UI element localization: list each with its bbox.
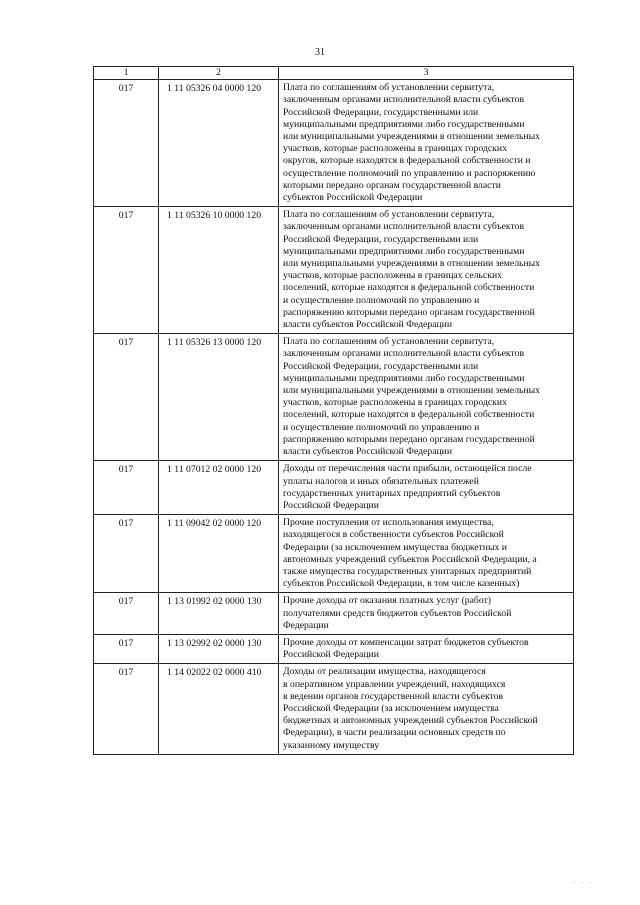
revenue-description-cell <box>279 515 574 593</box>
description-line: Доходы от перечисления части прибыли, остающейся после <box>283 463 532 475</box>
description-line: которыми передано органам государственной власти <box>283 179 501 191</box>
admin-code-cell: 017 <box>94 461 159 515</box>
table-header-row <box>94 67 574 80</box>
revenue-description-cell <box>279 80 574 207</box>
table-row <box>94 515 574 593</box>
description-line: Прочие доходы от компенсации затрат бюджетов субъектов <box>283 636 529 648</box>
admin-code-cell: 017 <box>94 593 159 635</box>
description-line: в ведении органов государственной власти субъектов <box>283 690 504 702</box>
revenue-code-cell: 1 11 07012 02 0000 120 <box>159 461 279 515</box>
description-line: муниципальными предприятиями либо государственными <box>283 118 525 130</box>
revenue-description-cell <box>279 334 574 461</box>
revenue-description-cell <box>279 634 574 663</box>
table-row <box>94 207 574 334</box>
description-line: Российской Федерации <box>283 499 379 511</box>
description-line: субъектов Российской Федерации <box>283 192 423 204</box>
description-line: Федерации), в части реализации основных средств по <box>283 727 506 739</box>
description-line: муниципальными предприятиями либо государственными <box>283 245 525 257</box>
revenue-description-cell <box>279 461 574 515</box>
description-line: поселений, которые находятся в федеральной собственности <box>283 282 535 294</box>
table-row <box>94 80 574 207</box>
description-line: Российской Федерации, государственными или <box>283 360 479 372</box>
description-line: округов, которые находятся в федеральной собственности и <box>283 155 531 167</box>
table-row <box>94 461 574 515</box>
description-line: Российской Федерации <box>283 649 379 661</box>
description-line: заключенным органами исполнительной власти субъектов <box>283 94 525 106</box>
table-row <box>94 664 574 754</box>
admin-code-cell: 017 <box>94 664 159 754</box>
description-line: указанному имуществу <box>283 739 380 751</box>
description-line: субъектов Российской Федерации, в том числе казенных) <box>283 578 520 590</box>
revenue-code-cell: 1 11 05326 13 0000 120 <box>159 334 279 461</box>
admin-code-cell: 017 <box>94 634 159 663</box>
admin-code-cell: 017 <box>94 80 159 207</box>
revenue-description-cell <box>279 593 574 635</box>
description-line: находящегося в собственности субъектов Российской <box>283 529 504 541</box>
description-line: Доходы от реализации имущества, находящегося <box>283 666 486 678</box>
description-line: в оперативном управлении учреждений, находящихся <box>283 678 506 690</box>
description-line: участков, которые расположены в границах сельских <box>283 270 502 282</box>
description-line: участков, которые расположены в границах городских <box>283 143 507 155</box>
description-line: распоряжению которыми передано органам государственной <box>283 306 535 318</box>
revenue-description-cell <box>279 664 574 754</box>
description-line: муниципальными предприятиями либо государственными <box>283 372 525 384</box>
description-line: также имущества государственных унитарных предприятий <box>283 565 532 577</box>
description-line: Российской Федерации (за исключением имущества <box>283 702 499 714</box>
table-row <box>94 593 574 635</box>
revenue-code-cell: 1 11 05326 10 0000 120 <box>159 207 279 334</box>
revenue-code-cell: 1 14 02022 02 0000 410 <box>159 664 279 754</box>
description-line: Прочие доходы от оказания платных услуг (работ) <box>283 595 492 607</box>
description-line: или муниципальными учреждениями в отношении земельных <box>283 385 540 397</box>
header-col-1: 1 <box>94 67 159 80</box>
description-line: Плата по соглашениям об установлении сервитута, <box>283 82 495 94</box>
description-line: получателями средств бюджетов субъектов Российской <box>283 607 512 619</box>
scan-artifact: · · · <box>572 879 593 887</box>
description-line: участков, которые расположены в границах городских <box>283 397 507 409</box>
revenue-code-cell: 1 13 01992 02 0000 130 <box>159 593 279 635</box>
revenue-codes-table <box>93 66 574 755</box>
description-line: и осуществление полномочий по управлению и <box>283 294 480 306</box>
description-line: или муниципальными учреждениями в отношении земельных <box>283 131 540 143</box>
description-line: Российской Федерации, государственными или <box>283 106 479 118</box>
description-line: власти субъектов Российской Федерации <box>283 319 453 331</box>
description-line: осуществление полномочий по управлению и распоряжению <box>283 167 536 179</box>
table-row <box>94 334 574 461</box>
admin-code-cell: 017 <box>94 515 159 593</box>
description-line: поселений, которые находятся в федеральной собственности <box>283 409 535 421</box>
revenue-code-cell: 1 13 02992 02 0000 130 <box>159 634 279 663</box>
revenue-code-cell: 1 11 05326 04 0000 120 <box>159 80 279 207</box>
revenue-code-cell: 1 11 09042 02 0000 120 <box>159 515 279 593</box>
admin-code-cell: 017 <box>94 334 159 461</box>
description-line: Плата по соглашениям об установлении сервитута, <box>283 209 495 221</box>
description-line: и осуществление полномочий по управлению и <box>283 421 480 433</box>
table-row <box>94 634 574 663</box>
description-line: Российской Федерации, государственными или <box>283 233 479 245</box>
description-line: уплаты налогов и иных обязательных платежей <box>283 475 479 487</box>
description-line: Федерации (за исключением имущества бюджетных и <box>283 541 507 553</box>
header-col-2: 2 <box>159 67 279 80</box>
description-line: или муниципальными учреждениями в отношении земельных <box>283 258 540 270</box>
header-col-3: 3 <box>279 67 574 80</box>
description-line: заключенным органами исполнительной власти субъектов <box>283 221 525 233</box>
description-line: власти субъектов Российской Федерации <box>283 446 453 458</box>
description-line: автономных учреждений субъектов Российской Федерации, а <box>283 553 537 565</box>
description-line: государственных унитарных предприятий субъектов <box>283 487 501 499</box>
description-line: Плата по соглашениям об установлении сервитута, <box>283 336 495 348</box>
description-line: распоряжению которыми передано органам государственной <box>283 433 535 445</box>
description-line: бюджетных и автономных учреждений субъектов Российской <box>283 715 538 727</box>
description-line: Прочие поступления от использования имущества, <box>283 517 494 529</box>
description-line: Федерации <box>283 619 329 631</box>
revenue-description-cell <box>279 207 574 334</box>
admin-code-cell: 017 <box>94 207 159 334</box>
page-number: 31 <box>315 47 325 58</box>
description-line: заключенным органами исполнительной власти субъектов <box>283 348 525 360</box>
